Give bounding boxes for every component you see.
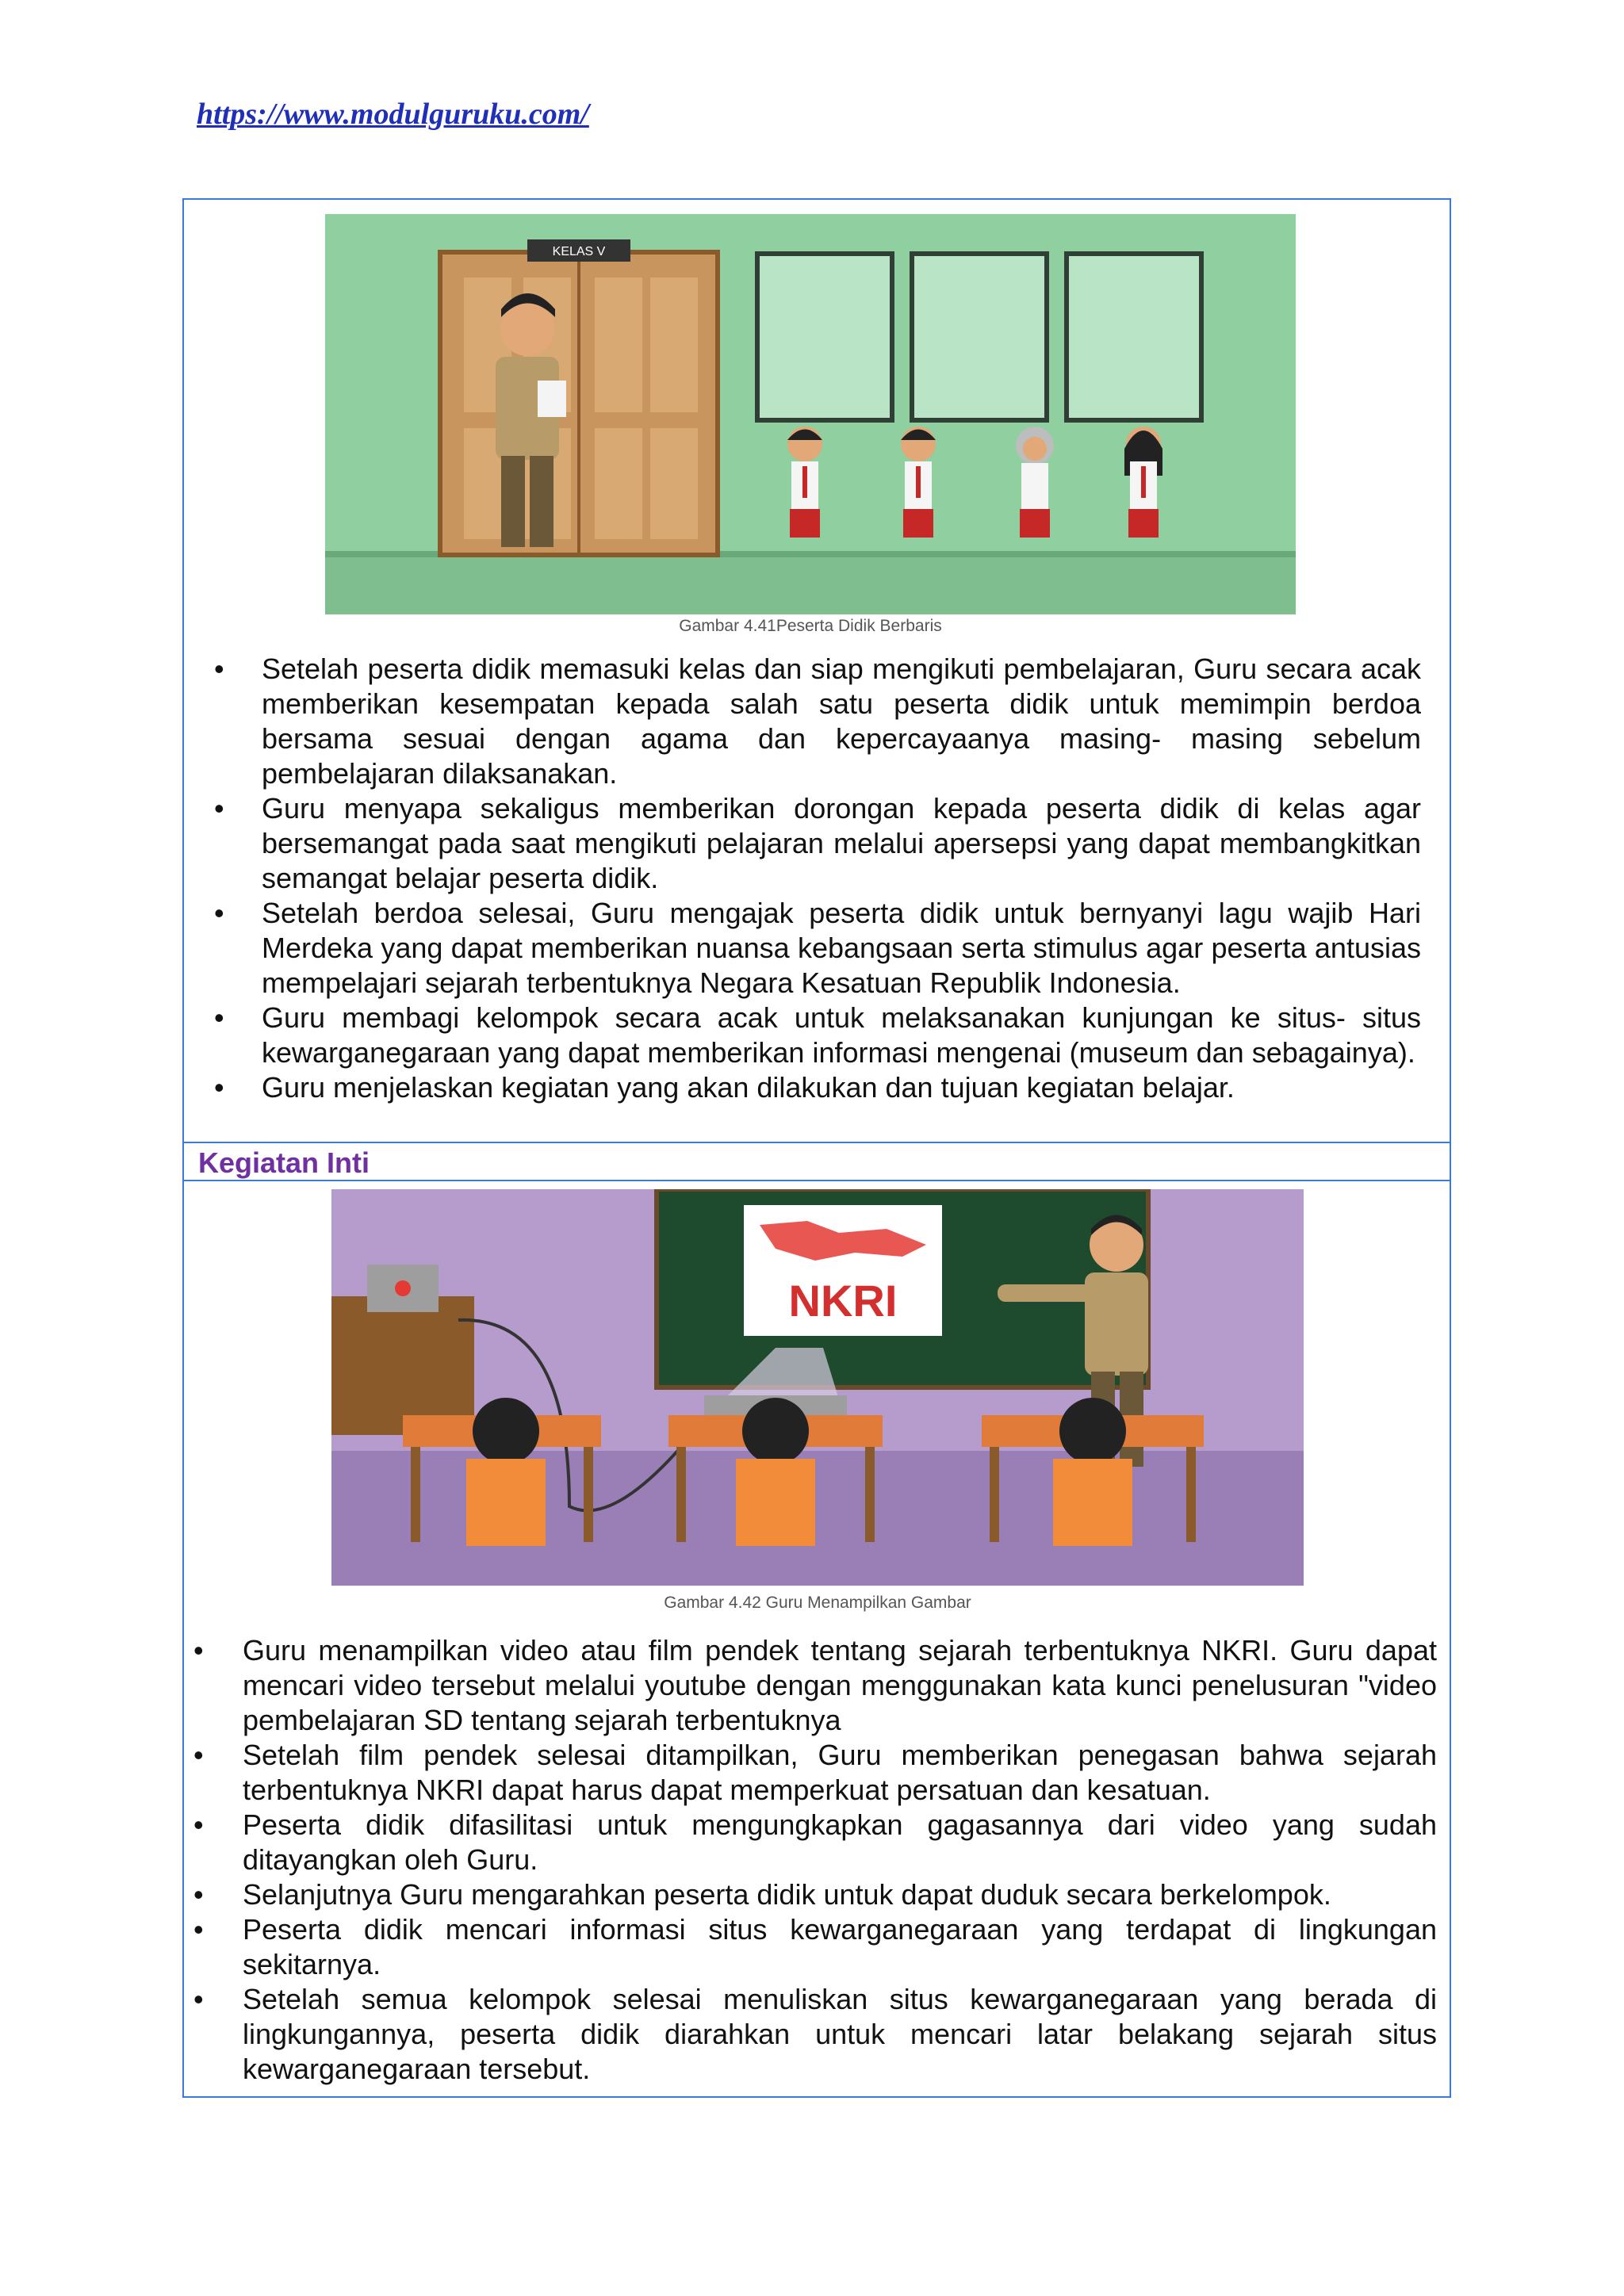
section-heading-kegiatan-inti: Kegiatan Inti xyxy=(198,1146,370,1179)
student-2 xyxy=(901,427,936,538)
list-item: • Setelah semua kelompok selesai menuliskan situs kewarganegaraan yang berada di lingkungannya, peserta didik diarahkan untuk mencari latar belakang sejarah situs kewarganegaraan tersebut. xyxy=(243,1982,1437,2087)
figure2-caption: Gambar 4.42 Guru Menampilkan Gambar xyxy=(664,1594,971,1612)
list-item: • Guru menyapa sekaligus memberikan dorongan kepada peserta didik di kelas agar bersemangat pada saat mengikuti pelajaran melalui apersepsi yang dapat membangkitkan semangat belajar peserta didik. xyxy=(262,791,1421,896)
list-item: • Guru menampilkan video atau film pendek tentang sejarah terbentuknya NKRI. Guru dapat mencari video tersebut melalui youtube dengan menggunakan kata kunci penelusuran "video pembelajaran SD tentang sejarah terbentuknya xyxy=(243,1633,1437,1738)
website-link[interactable]: https://www.modulguruku.com/ xyxy=(197,98,589,131)
classroom-illustration xyxy=(325,214,1296,614)
list-item: • Setelah film pendek selesai ditampilkan, Guru memberikan penegasan bahwa sejarah terbentuknya NKRI dapat harus dapat memperkuat persatuan dan kesatuan. xyxy=(243,1738,1437,1808)
list-item: • Selanjutnya Guru mengarahkan peserta didik untuk dapat duduk secara berkelompok. xyxy=(243,1877,1437,1912)
figure1-caption: Gambar 4.41Peserta Didik Berbaris xyxy=(679,617,942,635)
list-item: • Setelah peserta didik memasuki kelas dan siap mengikuti pembelajaran, Guru secara acak memberikan kesempatan kepada salah satu peserta didik untuk memimpin berdoa bersama sesuai dengan agama dan kepercayaanya masing- masing sebelum pembelajaran dilaksanakan. xyxy=(262,652,1421,791)
class-sign-text: KELAS V xyxy=(552,245,606,258)
opening-activities-list xyxy=(262,652,1421,1105)
list-item: • Guru menjelaskan kegiatan yang akan dilakukan dan tujuan kegiatan belajar. xyxy=(262,1070,1421,1105)
list-item: • Guru membagi kelompok secara acak untuk melaksanakan kunjungan ke situs- situs kewarganegaraan yang dapat memberikan informasi mengenai (museum dan sebagainya). xyxy=(262,1001,1421,1070)
row-divider xyxy=(182,1142,1451,1143)
list-item: • Peserta didik difasilitasi untuk mengungkapkan gagasannya dari video yang sudah ditayangkan oleh Guru. xyxy=(243,1808,1437,1877)
figure-students-lining-up xyxy=(325,214,1296,614)
student-4 xyxy=(1124,427,1162,538)
classroom-projector-illustration xyxy=(331,1189,1304,1586)
board-text-nkri: NKRI xyxy=(788,1276,898,1326)
student-3 xyxy=(1016,427,1054,538)
core-activities-list xyxy=(243,1633,1437,2087)
list-item: • Peserta didik mencari informasi situs kewarganegaraan yang terdapat di lingkungan sekitarnya. xyxy=(243,1912,1437,1982)
student-1 xyxy=(787,427,822,538)
list-item: • Setelah berdoa selesai, Guru mengajak peserta didik untuk bernyanyi lagu wajib Hari Merdeka yang dapat memberikan nuansa kebangsaan serta stimulus agar peserta antusias mempelajari sejarah terbentuknya Negara Kesatuan Republik Indonesia. xyxy=(262,896,1421,1001)
row-divider xyxy=(182,1180,1451,1181)
figure-teacher-showing-picture xyxy=(331,1189,1304,1586)
